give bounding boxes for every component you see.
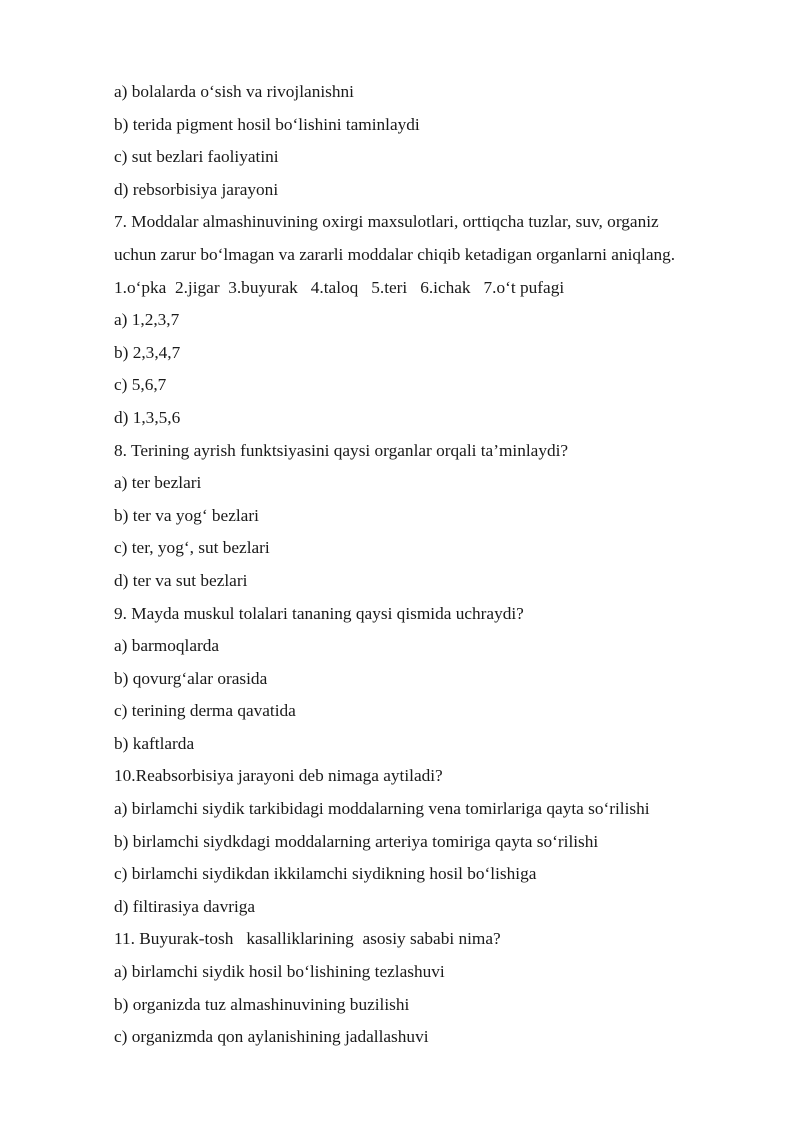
- answer-option: a) 1,2,3,7: [114, 310, 180, 330]
- answer-option: d) ter va sut bezlari: [114, 570, 248, 590]
- answer-option: d) filtirasiya davriga: [114, 896, 256, 916]
- answer-option: b) kaftlarda: [114, 733, 195, 753]
- question-8-text: 8. Terining ayrish funktsiyasini qaysi organlar orqali ta’minlaydi?: [114, 440, 569, 460]
- answer-option: b) organizda tuz almashinuvining buzilishi: [114, 994, 410, 1014]
- answer-option: c) organizmda qon aylanishining jadallashuvi: [114, 1027, 429, 1047]
- answer-option: c) birlamchi siydikdan ikkilamchi siydikning hosil bo‘lishiga: [114, 864, 537, 884]
- answer-option: a) barmoqlarda: [114, 636, 220, 656]
- answer-option: b) qovurg‘alar orasida: [114, 668, 268, 688]
- question-7-organ-list: 1.o‘pka 2.jigar 3.buyurak 4.taloq 5.teri 6.ichak 7.o‘t pufagi: [114, 277, 565, 297]
- answer-option: c) 5,6,7: [114, 375, 167, 395]
- answer-option: b) terida pigment hosil bo‘lishini taminlaydi: [114, 114, 420, 134]
- answer-option: a) birlamchi siydik tarkibidagi moddalarning vena tomirlariga qayta so‘rilishi: [114, 799, 650, 819]
- answer-option: b) birlamchi siydkdagi moddalarning arteriya tomiriga qayta so‘rilishi: [114, 831, 599, 851]
- question-9-text: 9. Mayda muskul tolalari tananing qaysi qismida uchraydi?: [114, 603, 524, 623]
- answer-option: a) bolalarda o‘sish va rivojlanishni: [114, 82, 354, 101]
- question-7-text: 7. Moddalar almashinuvining oxirgi maxsulotlari, orttiqcha tuzlar, suv, organiz: [114, 212, 659, 232]
- answer-option: a) birlamchi siydik hosil bo‘lishining tezlashuvi: [114, 962, 445, 982]
- question-7-text-continued: uchun zarur bo‘lmagan va zararli moddalar chiqib ketadigan organlarni aniqlang.: [114, 244, 676, 264]
- answer-option: c) terining derma qavatida: [114, 701, 296, 721]
- answer-option: d) rebsorbisiya jarayoni: [114, 179, 279, 199]
- document-body: [114, 76, 734, 1054]
- answer-option: a) ter bezlari: [114, 473, 202, 493]
- answer-option: b) ter va yog‘ bezlari: [114, 505, 259, 525]
- answer-option: c) ter, yog‘, sut bezlari: [114, 538, 270, 558]
- answer-option: b) 2,3,4,7: [114, 342, 181, 362]
- question-10-text: 10.Reabsorbisiya jarayoni deb nimaga aytiladi?: [114, 766, 443, 786]
- answer-option: c) sut bezlari faoliyatini: [114, 147, 279, 167]
- answer-option: d) 1,3,5,6: [114, 407, 181, 427]
- question-11-text: 11. Buyurak-tosh kasalliklarining asosiy sababi nima?: [114, 929, 501, 949]
